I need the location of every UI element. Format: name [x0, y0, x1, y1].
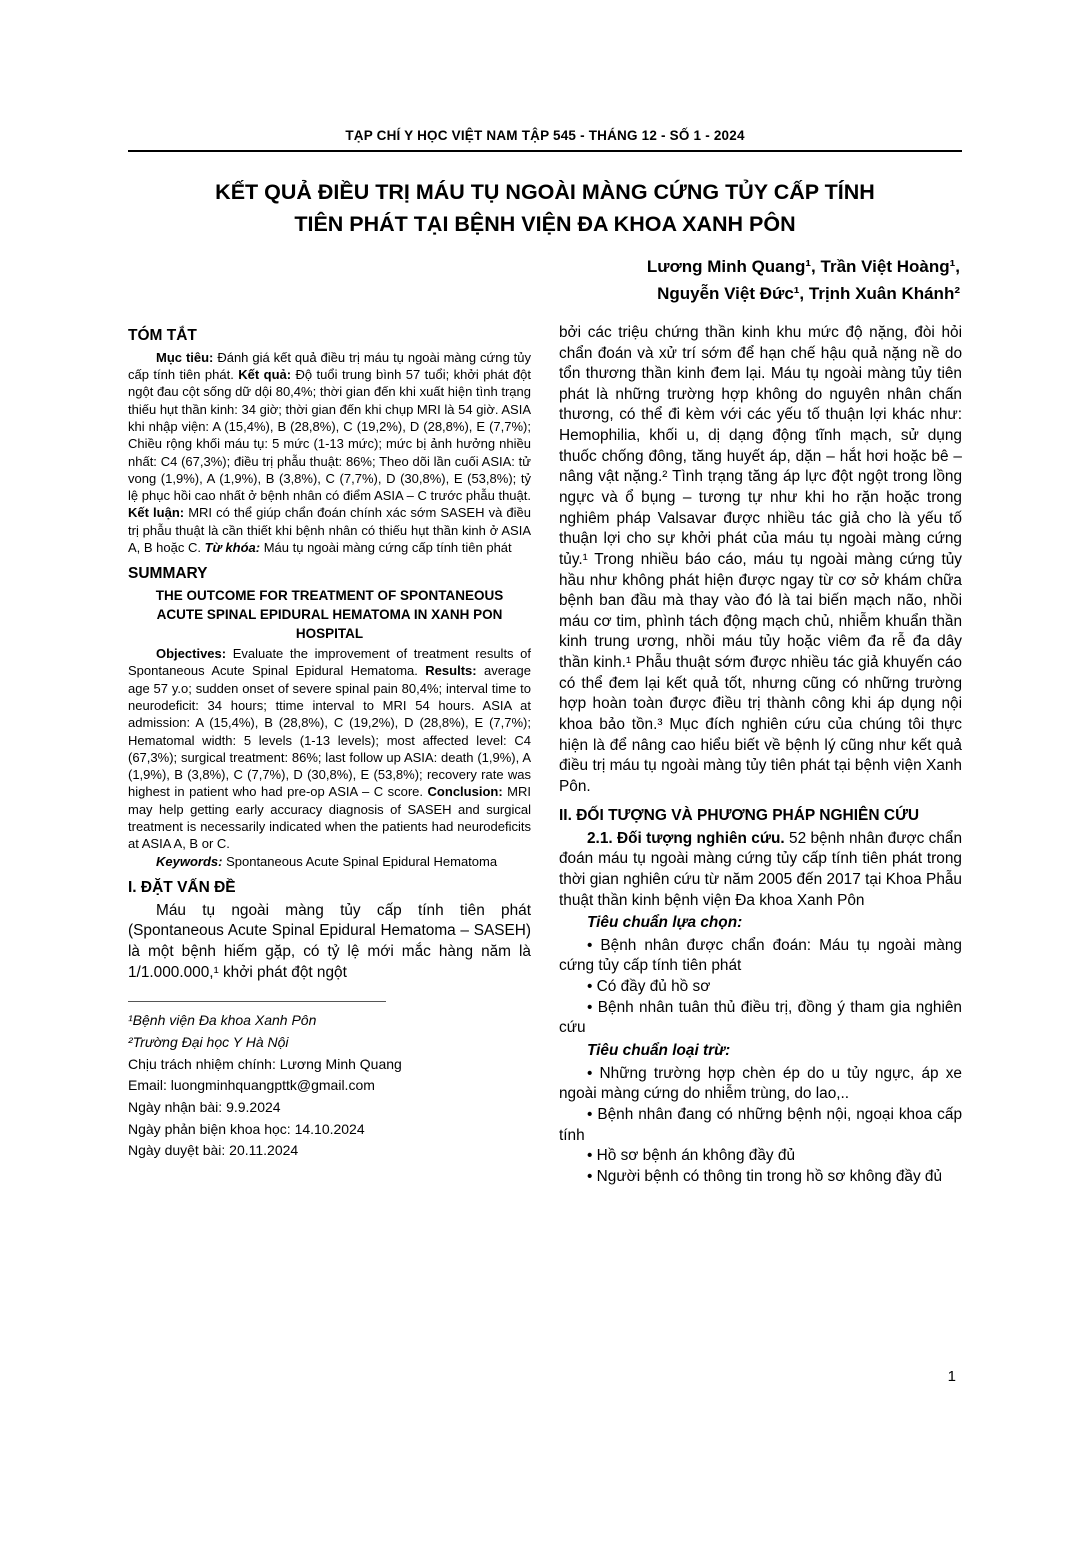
text-run: 52 bệnh nhân được chẩn đoán máu tụ ngoài màng cứng tủy cấp tính tiên phát trong thời gian nghiên cứu từ năm 2005 đến 2017 tại Khoa Phẫu thuật thần kinh bệnh viện Đa khoa Xanh Pôn	[559, 829, 963, 909]
summary-subtitle: THE OUTCOME FOR TREATMENT OF SPONTANEOUS ACUTE SPINAL EPIDURAL HEMATOMA IN XANH PON HOSPITAL	[155, 588, 504, 641]
text-run: Spontaneous Acute Spinal Epidural Hematoma	[222, 853, 498, 869]
text-run: Ngày nhận bài: 9.9.2024	[128, 1099, 281, 1116]
text-run: MRI có thể giúp chẩn đoán chính xác sớm SASEH và điều trị phẫu thuật là cần thiết khi bệnh nhân có thiếu hụt thần kinh ở ASIA A, B hoặc C.	[128, 505, 531, 555]
abstract-paragraph	[128, 349, 531, 556]
summary-heading: SUMMARY	[128, 565, 208, 583]
body-continuation-paragraph	[559, 323, 962, 798]
exclusion-criteria-heading: Tiêu chuẩn loại trừ:	[587, 1042, 731, 1060]
text-run: Đánh giá kết quả điều trị máu tụ ngoài màng cứng tủy cấp tính tiên phát.	[128, 349, 531, 383]
footnotes	[128, 1001, 531, 1162]
text-run: Ngày phản biện khoa học: 14.10.2024	[128, 1120, 365, 1137]
inclusion-criteria-heading: Tiêu chuẩn lựa chọn:	[587, 914, 743, 932]
inclusion-criteria-list	[559, 936, 962, 1039]
page-number: 1	[947, 1368, 956, 1385]
footnote-rule	[128, 1001, 386, 1002]
introduction-heading: I. ĐẶT VẤN ĐỀ	[128, 878, 236, 896]
article-title-line-1: KẾT QUẢ ĐIỀU TRỊ MÁU TỤ NGOÀI MÀNG CỨNG TỦY CẤP TÍNH	[215, 180, 875, 204]
right-column	[559, 323, 962, 1188]
footnote-line	[128, 1075, 531, 1097]
text-run: average age 57 y.o; sudden onset of severe spinal pain 80,4%; interval time to neurodeficit: 34 hours; ttime interval to MRI 54 hours. ASIA at admission: A (15,4%), B (28,8%), C (19,2%), D (28,8%), E (7,7%); Hematomal width: 5 levels (1-13 levels); most affected level: C4 (67,3%); surgical treatment: 86%; last follow up ASIA: death (1,9%), A (1,9%), B (3,8%), C (7,7%), D (30,8%), E (53,8%); recovery rate was highest in patient who had pre-op ASIA – C score.	[128, 663, 531, 800]
text-run: Từ khóa:	[204, 539, 261, 555]
journal-header: TẠP CHÍ Y HỌC VIỆT NAM TẬP 545 - THÁNG 12 - SỐ 1 - 2024	[345, 128, 745, 143]
article-title-line-2: TIÊN PHÁT TẠI BỆNH VIỆN ĐA KHOA XANH PÔN	[294, 212, 796, 237]
introduction-paragraph	[128, 901, 531, 984]
footnote-line	[128, 1032, 531, 1054]
text-run: Kết luận:	[128, 505, 185, 521]
footnote-line	[128, 1010, 531, 1032]
criteria-item: • Người bệnh có thông tin trong hồ sơ không đầy đủ	[587, 1167, 943, 1185]
text-run: Kết quả:	[238, 367, 292, 383]
footnote-line	[128, 1097, 531, 1119]
criteria-item: • Hồ sơ bệnh án không đầy đủ	[587, 1147, 796, 1165]
author-line-1: Lương Minh Quang¹, Trần Việt Hoàng¹,	[646, 256, 960, 276]
footnote-line	[128, 1119, 531, 1141]
exclusion-criteria-list	[559, 1064, 962, 1188]
text-run: MRI may help getting early accuracy diagnosis of SASEH and surgical treatment is necessarily indicated when the patients had neurodeficits at ASIA A, B or C.	[128, 784, 531, 852]
criteria-item: • Có đầy đủ hồ sơ	[587, 978, 711, 996]
text-run: Objectives:	[156, 646, 227, 662]
footnote-line	[128, 1140, 531, 1162]
left-column	[128, 323, 531, 1162]
two-column-body	[128, 323, 962, 1188]
text-run: ¹Bệnh viện Đa khoa Xanh Pôn	[128, 1012, 317, 1029]
text-run: Email: luongminhquangpttk@gmail.com	[128, 1077, 375, 1094]
text-run: Ngày duyệt bài: 20.11.2024	[128, 1142, 299, 1159]
methods-heading: II. ĐỐI TƯỢNG VÀ PHƯƠNG PHÁP NGHIÊN CỨU	[559, 806, 920, 824]
footnote-line	[128, 1054, 531, 1076]
footnote-lines	[128, 1010, 531, 1162]
text-run: ²Trường Đại học Y Hà Nội	[128, 1034, 289, 1051]
criteria-item: • Bệnh nhân đang có những bệnh nội, ngoại khoa cấp tính	[559, 1105, 962, 1144]
text-run: Evaluate the improvement of treatment results of Spontaneous Acute Spinal Epidural Hematoma.	[128, 646, 531, 679]
text-run: Máu tụ ngoài màng cứng cấp tính tiên phát	[260, 539, 512, 555]
text-run: Chịu trách nhiệm chính: Lương Minh Quang	[128, 1055, 402, 1072]
text-run: 2.1. Đối tượng nghiên cứu.	[587, 829, 785, 847]
text-run: bởi các triệu chứng thần kinh khu mức độ nặng, đòi hỏi chẩn đoán và xử trí sớm để hạn chế hậu quả nặng nề do tổn thương thần kinh đem lại. Máu tụ ngoài màng tủy tiên phát là những trường hợp không do nguyên nhân chấn thương, có thể đi kèm với các yếu tố thuận lợi khác như: Hemophilia, khối u, dị dạng động tĩnh mạch, sử dụng thuốc chống đông, tăng huyết áp, dặn – hắt hơi hoặc bê – nâng vật nặng.² Tình trạng tăng áp lực đột ngột trong lồng ngực và ổ bụng – tương tự như khi ho rặn hoặc trong nghiêm pháp Valsavar được nhiều tác giả cho là yếu tố thuận lợi cho sự khởi phát của máu tụ ngoài màng cứng tủy.¹ Trong nhiều báo cáo, máu tụ ngoài màng cứng tủy hầu như không phát hiện được ngay từ cơ sở khám chữa bệnh ban đầu mà thay vào đó là tai biến mạch não, nhồi máu cơ tim, phình tách động mạch chủ, nhiễm khuẩn thần kinh trung ương, nhồi máu tủy hoặc viêm đa rễ đa dây thần kinh.¹ Phẫu thuật sớm được nhiều tác giả khuyến cáo có thể đem lại kết quả tốt, nhưng cũng có những trường hợp hoàn toàn được điều trị thành công khi áp dụng nội khoa bảo tồn.³ Mục đích nghiên cứu của chúng tôi thực hiện là để nâng cao hiểu biết về bệnh lý cũng như kết quả điều trị máu tụ ngoài màng tủy tiên phát tại bệnh viện Xanh Pôn.	[559, 323, 962, 795]
summary-paragraph	[128, 645, 531, 852]
text-run: Results:	[425, 663, 477, 679]
criteria-item: • Bệnh nhân được chẩn đoán: Máu tụ ngoài màng cứng tủy cấp tính tiên phát	[559, 936, 962, 975]
text-run: Keywords:	[156, 853, 223, 869]
author-line-2: Nguyễn Việt Đức¹, Trịnh Xuân Khánh²	[657, 283, 960, 303]
subjects-paragraph	[559, 829, 962, 912]
header-rule	[128, 150, 962, 152]
criteria-item: • Những trường hợp chèn ép do u tủy ngực, áp xe ngoài màng cứng do nhiễm trùng, do lao,..	[559, 1064, 962, 1103]
text-run: Máu tụ ngoài màng tủy cấp tính tiên phát (Spontaneous Acute Spinal Epidural Hematoma – SASEH) là một bệnh hiếm gặp, có tỷ lệ mới mắc hàng năm là 1/1.000.000,¹ khởi phát đột ngột	[128, 901, 531, 981]
keywords-paragraph	[128, 853, 531, 870]
text-run: Độ tuổi trung bình 57 tuổi; khởi phát đột ngột đau cột sống dữ dội 80,4%; thời gian đến khi xuất hiện tình trạng thiếu hụt thần kinh: 34 giờ; thời gian đến khi chụp MRI là 54 giờ. ASIA khi nhập viện: A (15,4%), B (28,8%), C (19,2%), D (28,8%), E (7,7%); Chiều rộng khối máu tụ: 5 mức (1-13 mức); mức bị ảnh hưởng nhiều nhất: C4 (67,3%); điều trị phẫu thuật: 86%; Theo dõi lần cuối ASIA: tử vong (1,9%), A (1,9%), B (3,8%), C (7,7%), D (30,8%), E (53,8%); tỷ lệ phục hồi cao nhất ở bệnh nhân có điểm ASIA – C trước phẫu thuật.	[128, 367, 532, 504]
text-run: Mục tiêu:	[156, 349, 214, 365]
criteria-item: • Bệnh nhân tuân thủ điều trị, đồng ý tham gia nghiên cứu	[559, 998, 962, 1037]
author-list	[128, 253, 962, 307]
abstract-heading: TÓM TẮT	[128, 326, 197, 344]
text-run: Conclusion:	[427, 784, 503, 800]
article-title	[128, 176, 962, 241]
